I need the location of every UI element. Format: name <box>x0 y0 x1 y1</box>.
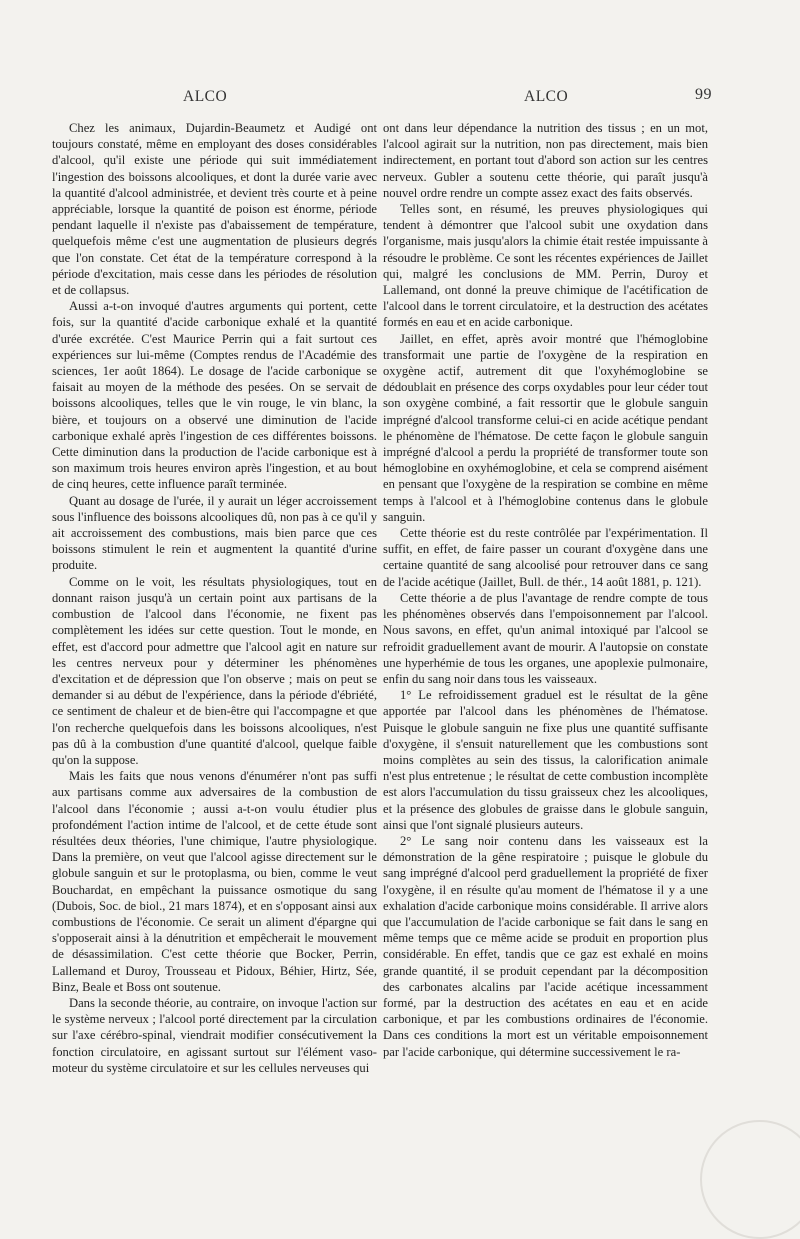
paragraph: Telles sont, en résumé, les preuves physiologiques qui tendent à démontrer que l'alcool subit une oxydation dans l'organisme, mais jusqu'alors la chimie était restée impuissante à résoudre le problème. Ce sont les récentes expériences de Jaillet qui, malgré les conclusions de MM. Perrin, Duroy et Lallemand, ont donné la preuve chimique de l'acétification de l'alcool dans le torrent circulatoire, et la destruction des acétates formés en eau et en acide carbonique. <box>383 202 708 330</box>
paragraph: Cette théorie est du reste contrôlée par l'expérimentation. Il suffit, en effet, de faire passer un courant d'oxygène dans une certaine quantité de sang alcoolisé pour retrouver dans ce sang de l'acide acétique (Jaillet, Bull. de thér., 14 août 1881, p. 121). <box>383 526 708 589</box>
paragraph: Quant au dosage de l'urée, il y aurait un léger accroissement sous l'influence des boissons alcooliques dû, non pas à ce qu'il y ait accroissement des combustions, mais bien parce que ces boissons stimulent le rein et augmentent la quantité d'urine produite. <box>52 493 377 573</box>
right-column <box>383 120 708 1060</box>
left-column <box>52 120 377 1076</box>
paragraph: Aussi a-t-on invoqué d'autres arguments qui portent, cette fois, sur la quantité d'acide carbonique exhalé et la quantité d'urée excrétée. C'est Maurice Perrin qui a fait surtout ces expériences sur lui-même (Comptes rendus de l'Académie des sciences, 1er août 1864). Le dosage de l'acide carbonique se faisait au moyen de la méthode des pesées. On se servait de boissons alcooliques, telles que le vin rouge, le vin blanc, la bière, et toujours on a observé une diminution de l'acide carbonique exhalé après l'ingestion de ces différentes boissons. Cette diminution dans la production de l'acide carbonique est à son maximum trois heures environ après l'ingestion, et au bout de cinq heures, cette influence paraît terminée. <box>52 299 377 492</box>
running-header-center: ALCO <box>524 88 569 105</box>
paragraph: Comme on le voit, les résultats physiologiques, tout en donnant raison jusqu'à un certain point aux partisans de la combustion de l'alcool dans l'économie, ne fixent pas complètement les idées sur cette question. Tout le monde, en effet, est d'accord pour admettre que l'alcool agit en nature sur les centres nerveux pour y déterminer les phénomènes d'excitation et de dépression que l'on observe ; mais on peut se demander si au début de l'expérience, dans la période d'ébriété, ce sentiment de chaleur et de bien-être qui l'accompagne et que l'on recherche quelquefois dans les boissons alcooliques, n'est pas dû à la combustion d'une quantité d'alcool, quelque faible qu'on la suppose. <box>52 574 377 767</box>
library-stamp <box>700 1120 800 1239</box>
paragraph: Dans la seconde théorie, au contraire, on invoque l'action sur le système nerveux ; l'alcool porté directement par la circulation sur l'axe cérébro-spinal, viendrait modifier consécutivement la fonction circulatoire, en agissant surtout sur l'élément vaso-moteur du système circulatoire et sur les cellules nerveuses qui <box>52 995 377 1075</box>
paragraph: Jaillet, en effet, après avoir montré que l'hémoglobine transformait une partie de l'oxygène de la respiration en oxygène actif, autrement dit que l'oxyhémoglobine se dédoublait en présence des corps oxydables pour leur céder tout son oxygène combiné, a fait ressortir que le globule sanguin imprégné d'alcool transforme celui-ci en acide acétique pendant le phénomène de l'hématose. De cette façon le globule sanguin imprégné d'alcool a perdu la propriété de transformer toute son hémoglobine en oxyhémoglobine, et cela se comprend aisément en pensant que l'oxygène de la respiration se combine en même temps à l'alcool et à l'hémoglobine contenus dans le globule sanguin. <box>383 331 708 524</box>
paragraph: 2° Le sang noir contenu dans les vaisseaux est la démonstration de la gêne respiratoire ; puisque le globule du sang imprégné d'alcool perd graduellement la propriété de fixer l'oxygène, il en résulte qu'au moment de l'hématose il y a une exhalation d'acide carbonique moins considérable. Il arrive alors que l'accumulation de l'acide carbonique se fait dans le sang en même temps que ce même acide se produit en proportion plus considérable. En effet, tandis que ce gaz est exhalé en moins grande quantité, il se produit cependant par la décomposition des carbonates alcalins par l'acide acétique incessamment formé, par la destruction des acétates en eau et en acide carbonique, et par les combustions ordinaires de l'économie. Dans ces conditions la mort est un véritable empoisonnement par l'acide carbonique, qui détermine successivement le ra- <box>383 833 708 1059</box>
paragraph: 1° Le refroidissement graduel est le résultat de la gêne apportée par l'alcool dans les phénomènes de l'hématose. Puisque le globule sanguin ne fixe plus une quantité suffisante d'oxygène, il s'ensuit naturellement que les combustions sont moins complètes au sein des tissus, la calorification animale n'est plus entretenue ; le résultat de cette combustion incomplète est alors l'accumulation du tissu graisseux chez les alcooliques, et la présence des globules de graisse dans le globule sanguin, ainsi que l'ont signalé plusieurs auteurs. <box>383 688 708 832</box>
paragraph: ont dans leur dépendance la nutrition des tissus ; en un mot, l'alcool agirait sur la nutrition, non pas directement, mais bien indirectement, en portant tout d'abord son action sur les centres nerveux. Gubler a soutenu cette théorie, qui paraît jusqu'à nouvel ordre rendre un compte assez exact des faits observés. <box>383 121 708 200</box>
page-number: 99 <box>695 86 712 103</box>
paragraph: Chez les animaux, Dujardin-Beaumetz et Audigé ont toujours constaté, même en employant des doses considérables d'alcool, qu'il existe une période qui suit immédiatement l'ingestion des boissons alcooliques, et dont la durée varie avec la quantité d'alcool administrée, et devient très courte et à peine appréciable, lorsque la quantité de poison est énorme, période pendant laquelle il n'existe pas d'abaissement de température, quelquefois même c'est une augmentation de plusieurs degrés que l'on constate. Cet état de la température correspond à la période d'excitation, mais cesse dans les périodes de résolution et de collapsus. <box>52 121 377 298</box>
running-header-left: ALCO <box>183 88 228 105</box>
paragraph: Cette théorie a de plus l'avantage de rendre compte de tous les phénomènes observés dans l'empoisonnement par l'alcool. Nous savons, en effet, qu'un animal intoxiqué par l'alcool se refroidit graduellement avant de mourir. A l'autopsie on constate une hyperhémie de tous les organes, une apoplexie pulmonaire, enfin du sang noir dans tous les vaisseaux. <box>383 590 708 686</box>
paragraph: Mais les faits que nous venons d'énumérer n'ont pas suffi aux partisans comme aux adversaires de la combustion de l'alcool dans l'économie ; aussi a-t-on voulu étudier plus profondément l'action intime de l'alcool, et de cette étude sont résultées deux théories, l'une chimique, l'autre physiologique. Dans la première, on veut que l'alcool agisse directement sur le globule sanguin et sur le protoplasma, ou bien, comme le veut Bouchardat, en empêchant la puissance osmotique du sang (Dubois, Soc. de biol., 21 mars 1874), et en s'opposant ainsi aux combustions de l'économie. Ce serait un aliment d'épargne qui s'opposerait ainsi à la dénutrition et empêcherait le mouvement de désassimilation. C'est cette théorie que Bocker, Perrin, Lallemand et Duroy, Trousseau et Pidoux, Béhier, Hirtz, Sée, Binz, Beale et Boss ont soutenue. <box>52 769 377 994</box>
